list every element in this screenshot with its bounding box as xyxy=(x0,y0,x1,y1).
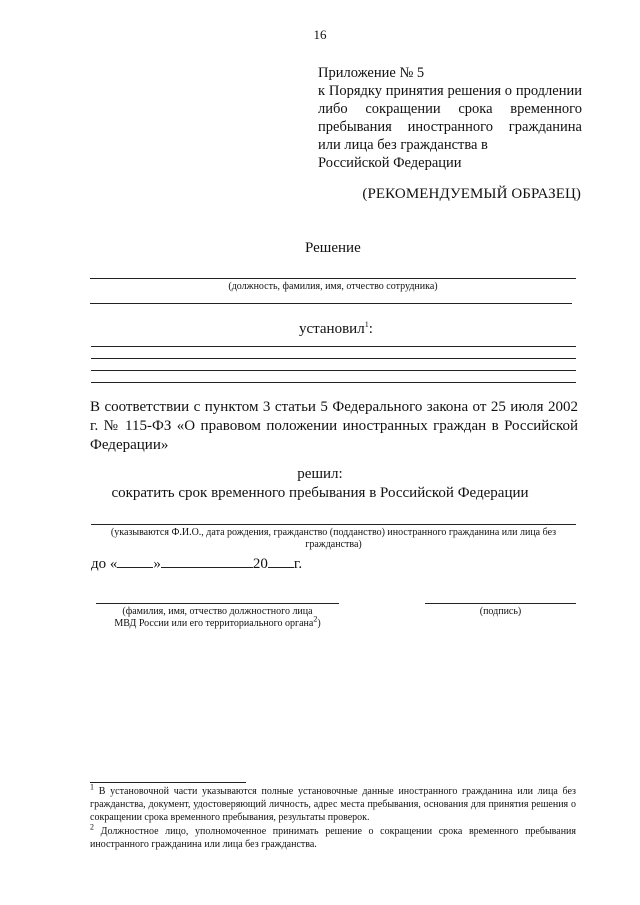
foreigner-line xyxy=(91,524,576,525)
appendix-body: к Порядку принятия решения о продлении либо сокращении срока временного пребывания иностранного гражданина или лица без гражданства в xyxy=(318,83,582,153)
official-caption-close: ) xyxy=(317,618,321,629)
footnote-separator xyxy=(90,782,246,783)
year-blank xyxy=(268,553,294,568)
official-caption-line1: (фамилия, имя, отчество должностного лица xyxy=(122,606,313,617)
footnote-ref-1: 1 xyxy=(364,320,369,329)
decided-heading: решил: xyxy=(297,466,343,482)
footnote-2 xyxy=(90,822,576,851)
footnote-2-text: Должностное лицо, уполномоченное принимать решение о сокращении срока временного пребывания иностранного гражданина или лица без гражданства. xyxy=(90,826,576,850)
month-blank xyxy=(161,553,253,568)
until-suffix: г. xyxy=(293,556,303,572)
until-quote-close: » xyxy=(153,556,161,572)
established-line-4 xyxy=(91,382,576,383)
established-line-2 xyxy=(91,358,576,359)
footnote-2-ref: 2 xyxy=(90,822,94,832)
appendix-title: Приложение № 5 xyxy=(318,65,425,81)
decision-text: сократить срок временного пребывания в Российской Федерации xyxy=(111,485,529,501)
document-title: Решение xyxy=(305,240,361,256)
officer-line xyxy=(90,278,576,279)
year-prefix: 20 xyxy=(252,556,268,572)
footnote-1 xyxy=(90,782,576,824)
signature-caption: (подпись) xyxy=(479,606,522,617)
footnote-ref-2: 2 xyxy=(313,614,318,624)
official-caption-line2: МВД России или его территориального органа xyxy=(114,618,314,629)
until-date xyxy=(91,553,302,573)
appendix-header xyxy=(318,64,582,172)
foreigner-caption: (указываются Ф.И.О., дата рождения, гражданство (подданство) иностранного гражданина или лица без гражданства) xyxy=(110,527,557,550)
appendix-body-last: Российской Федерации xyxy=(318,155,462,171)
official-caption-line2-wrap xyxy=(96,614,339,630)
established-line-3 xyxy=(91,370,576,371)
footnote-1-ref: 1 xyxy=(90,782,94,792)
day-blank xyxy=(117,553,153,568)
officer-line-2 xyxy=(90,303,572,304)
sample-mark: (РЕКОМЕНДУЕМЫЙ ОБРАЗЕЦ) xyxy=(362,186,581,202)
established-line-1 xyxy=(91,346,576,347)
until-prefix: до « xyxy=(91,556,118,572)
official-caption xyxy=(96,606,339,630)
footnote-1-text: В установочной части указываются полные установочные данные иностранного гражданина или лица без гражданства, документ, удостоверяющий личность, адрес места пребывания, основания для принятия решения о сокращении срока временного пребывания, результаты проверок. xyxy=(90,786,576,823)
established-colon: : xyxy=(368,321,373,337)
page-number: 16 xyxy=(313,27,327,42)
signature-line xyxy=(425,603,576,604)
established-heading xyxy=(299,321,373,338)
legal-basis-paragraph: В соответствии с пунктом 3 статьи 5 Федерального закона от 25 июля 2002 г. № 115-ФЗ «О правовом положении иностранных граждан в Российской Федерации» xyxy=(90,399,578,453)
official-name-line xyxy=(96,603,339,604)
established-label: установил xyxy=(299,321,365,337)
officer-caption: (должность, фамилия, имя, отчество сотрудника) xyxy=(228,281,438,292)
